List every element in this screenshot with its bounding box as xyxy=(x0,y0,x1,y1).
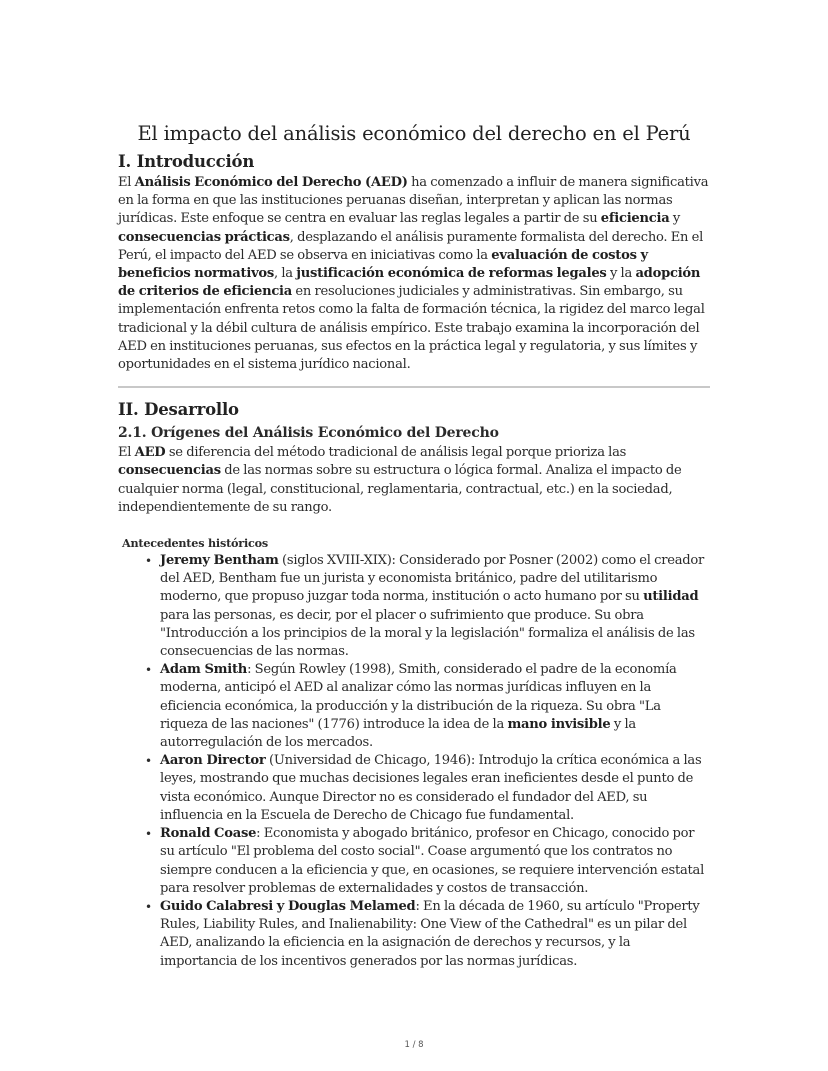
bullet-icon: • xyxy=(145,754,152,769)
bold-emphasis: justificación económica de reformas legales xyxy=(296,266,607,282)
bullet-icon: • xyxy=(145,899,152,914)
bold-emphasis: mano invisible xyxy=(507,716,611,732)
bullet-icon: • xyxy=(145,554,152,569)
bold-emphasis: Adam Smith xyxy=(160,662,248,678)
list-item: • Guido Calabresi y Douglas Melamed: En la década de 1960, su artículo "Property Rules, Liability Rules, and Inalienability: One View of the Cathedral" es un pilar del AED, analizando la eficiencia en la asignación de derechos y recursos, y la importancia de los incentivos generados por las normas jurídicas. xyxy=(145,898,700,969)
section-heading-desarrollo: II. Desarrollo xyxy=(118,400,239,420)
bold-emphasis: evaluación de costos y beneficios normativos xyxy=(118,247,648,282)
origenes-paragraph: El AED se diferencia del método tradicional de análisis legal porque prioriza las consecuencias de las normas sobre su estructura o lógica formal. Analiza el impacto de cualquier norma (legal, constitucional, reglamentaria, contractual, etc.) en la sociedad, independientemente de su rango. xyxy=(118,445,682,515)
document-page xyxy=(118,120,710,971)
document-title: El impacto del análisis económico del derecho en el Perú xyxy=(137,122,691,145)
antecedentes-heading: Antecedentes históricos xyxy=(122,536,269,551)
bold-emphasis: adopción de criterios de eficiencia xyxy=(118,266,701,300)
list-item: • Jeremy Bentham (siglos XVIII-XIX): Considerado por Posner (2002) como el creador del AED, Bentham fue un jurista y economista británico, padre del utilitarismo moderno, que propuso juzgar toda norma, institución o acto humano por su utilidad para las personas, es decir, por el placer o sufrimiento que produce. Su obra "Introducción a los principios de la moral y la legislación" formaliza el análisis de las consecuencias de las normas. xyxy=(145,553,705,660)
intro-paragraph: El Análisis Económico del Derecho (AED) ha comenzado a influir de manera significativa en la forma en que las instituciones peruanas diseñan, interpretan y aplican las normas jurídicas. Este enfoque se centra en evaluar las reglas legales a partir de su eficiencia y consecuencias prácticas, desplazando el análisis puramente formalista del derecho. En el Perú, el impacto del AED se observa en iniciativas como la evaluación de costos y beneficios normativos, la justificación económica de reformas legales y la adopción de criterios de eficiencia en resoluciones judiciales y administrativas. Sin embargo, su implementación enfrenta retos como la falta de formación técnica, la rigidez del marco legal tradicional y la débil cultura de análisis empírico. Este trabajo examina la incorporación del AED en instituciones peruanas, sus efectos en la práctica legal y regulatoria, y sus límites y oportunidades en el sistema jurídico nacional. xyxy=(118,175,709,373)
bold-emphasis: Ronald Coase xyxy=(160,826,257,842)
bold-emphasis: Guido Calabresi y Douglas Melamed xyxy=(160,898,416,914)
page-number-indicator: 1 / 8 xyxy=(404,1040,424,1050)
subsection-heading-origenes: 2.1. Orígenes del Análisis Económico del Derecho xyxy=(118,425,499,442)
list-item: • Ronald Coase: Economista y abogado británico, profesor en Chicago, conocido por su artículo "El problema del costo social". Coase argumentó que los contratos no siempre conducen a la eficiencia y que, en ocasiones, se requiere intervención estatal para resolver problemas de externalidades y costos de transacción. xyxy=(145,826,705,896)
bold-emphasis: Aaron Director xyxy=(160,753,266,769)
bullet-icon: • xyxy=(145,827,152,842)
bullet-icon: • xyxy=(145,663,152,678)
bold-emphasis: consecuencias xyxy=(118,463,221,479)
bold-emphasis: Jeremy Bentham xyxy=(160,553,279,569)
list-item: • Adam Smith: Según Rowley (1998), Smith, considerado el padre de la economía moderna, anticipó el AED al analizar cómo las normas jurídicas influyen en la eficiencia económica, la producción y la distribución de la riqueza. Su obra "La riqueza de las naciones" (1776) introduce la idea de la mano invisible y la autorregulación de los mercados. xyxy=(145,662,677,751)
bold-emphasis: utilidad xyxy=(643,589,699,605)
bold-emphasis: Análisis Económico del Derecho (AED) xyxy=(134,175,408,190)
bold-emphasis: eficiencia xyxy=(600,211,670,227)
bold-emphasis: AED xyxy=(134,445,166,461)
section-divider xyxy=(118,386,710,388)
antecedentes-list xyxy=(118,552,710,971)
section-heading-introduccion: I. Introducción xyxy=(118,152,255,171)
list-item: • Aaron Director (Universidad de Chicago, 1946): Introdujo la crítica económica a las leyes, mostrando que muchas decisiones legales eran ineficientes desde el punto de vista económico. Aunque Director no es considerado el fundador del AED, su influencia en la Escuela de Derecho de Chicago fue fundamental. xyxy=(145,753,702,823)
bold-emphasis: consecuencias prácticas xyxy=(118,229,290,245)
